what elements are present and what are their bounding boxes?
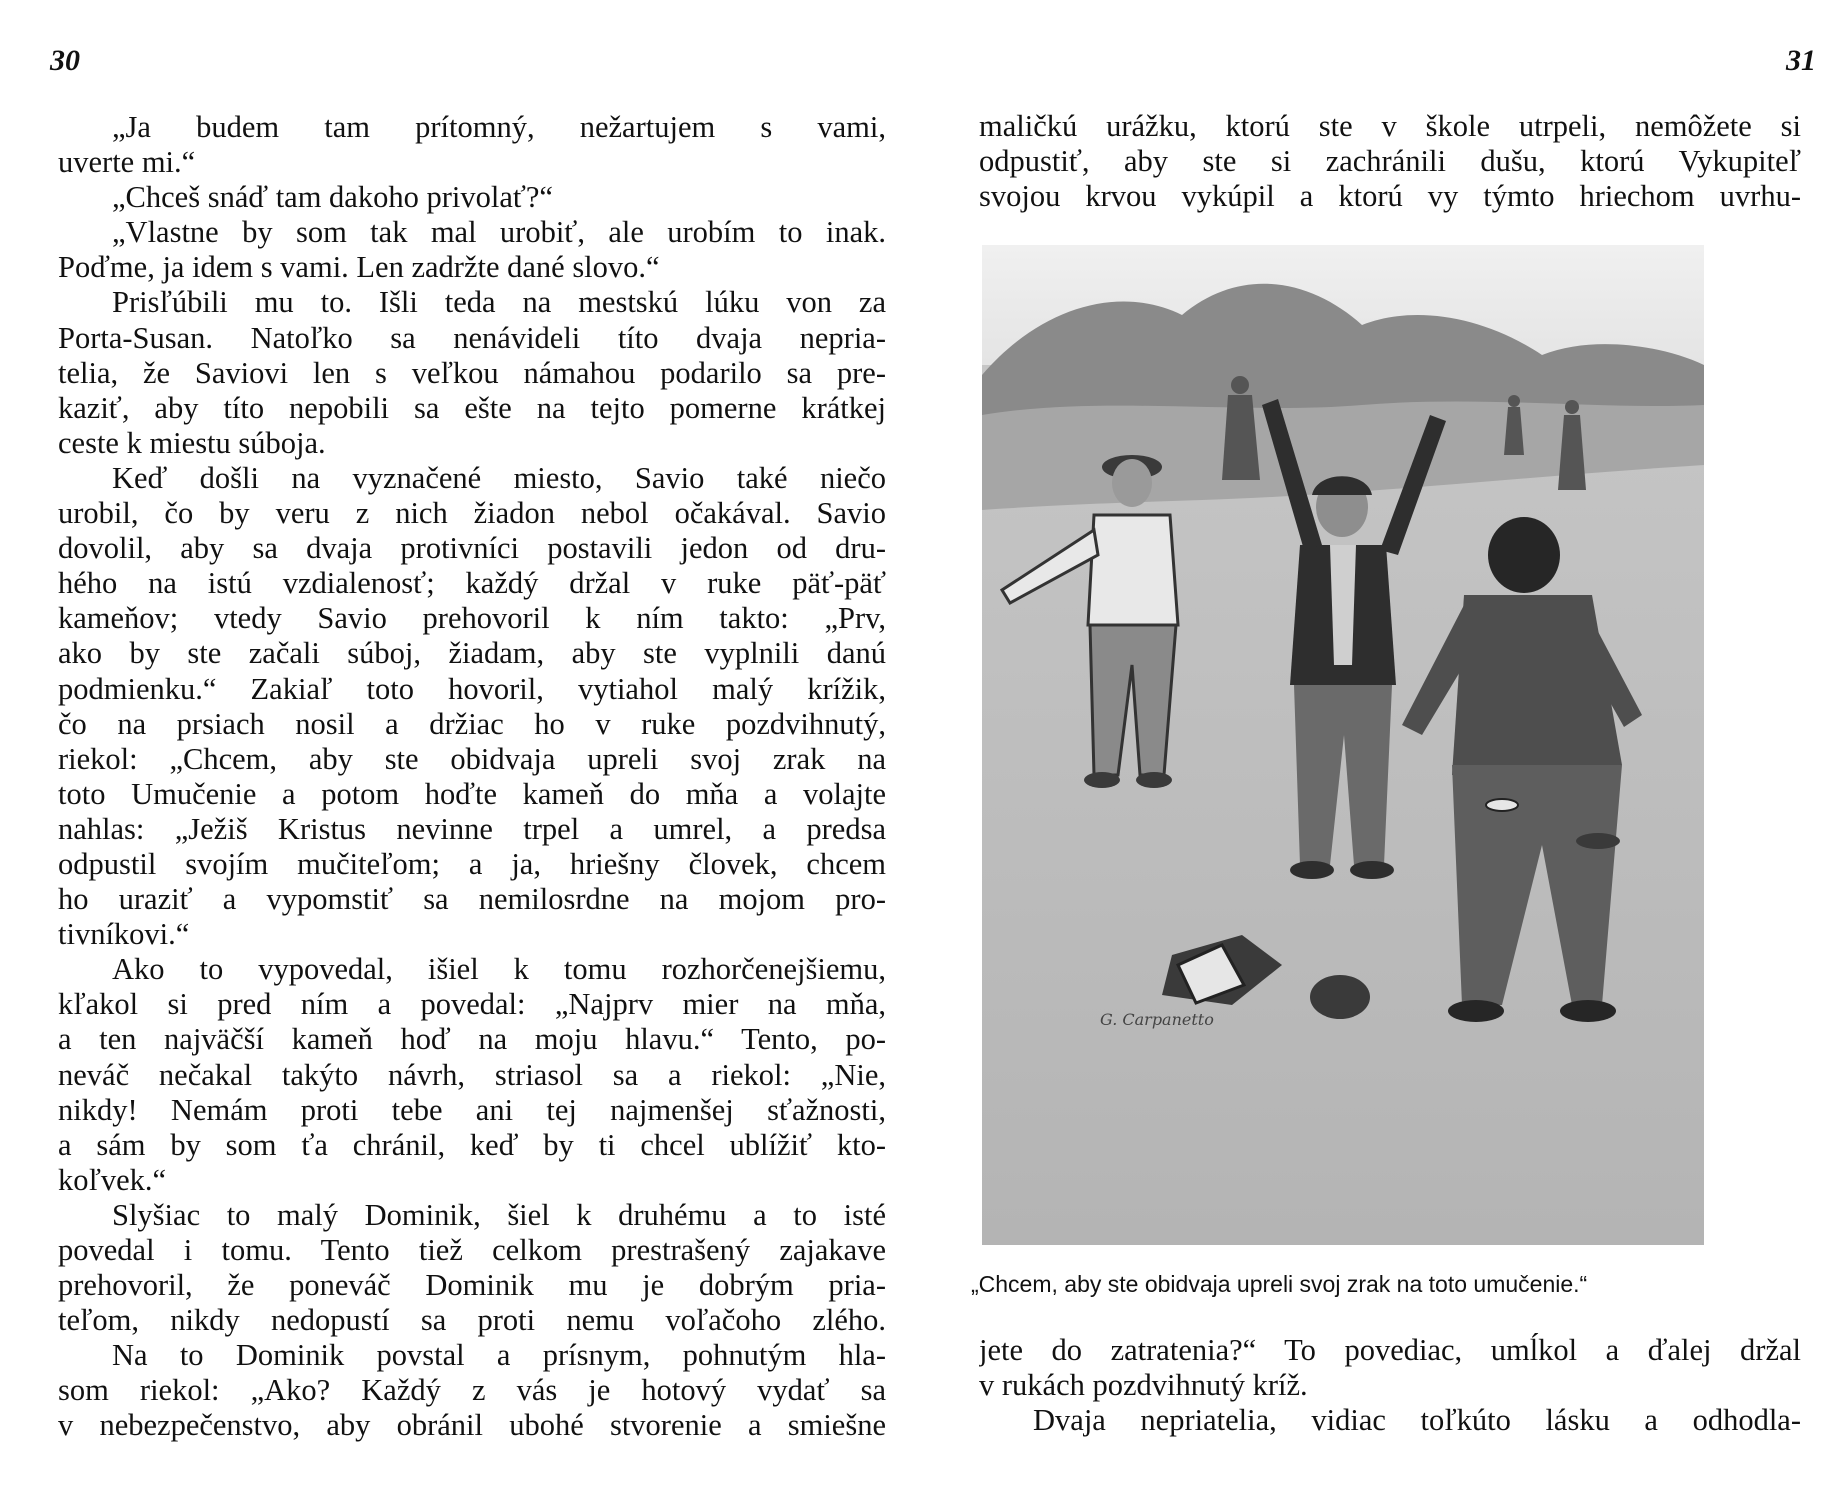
left-text-line: Porta-Susan. Natoľko sa nenávideli títo dvaja nepria-	[58, 320, 886, 355]
left-text-line: a ten najväčší kameň hoď na moju hlavu.“ Tento, po-	[58, 1022, 886, 1057]
right-top-text-line: svojou krvou vykúpil a ktorú vy týmto hriechom uvrhu-	[979, 179, 1801, 214]
left-text-line: prehovoril, že poneváč Dominik mu je dobrým pria-	[58, 1268, 886, 1303]
left-text-line: nahlas: „Ježiš Kristus nevinne trpel a umrel, a predsa	[58, 811, 886, 846]
right-top-text-line: odpustiť, aby ste si zachránili dušu, ktorú Vykupiteľ	[979, 144, 1801, 179]
left-text-line: čo na prsiach nosil a držiac ho v ruke pozdvihnutý,	[58, 706, 886, 741]
page-number-left: 30	[50, 44, 80, 77]
left-text-line: telia, že Saviovi len s veľkou námahou podarilo sa pre-	[58, 355, 886, 390]
left-text-line: odpustil svojím mučiteľom; a ja, hriešny človek, chcem	[58, 846, 886, 881]
illustration-caption: „Chcem, aby ste obidvaja upreli svoj zrak na toto umučenie.“	[971, 1271, 1588, 1297]
right-page	[923, 0, 1846, 1500]
left-text-line: Na to Dominik povstal a prísnym, pohnutým hla-	[112, 1338, 886, 1373]
left-text-line: toto Umučenie a potom hoďte kameň do mňa a volajte	[58, 776, 886, 811]
left-text-line: nikdy! Nemám proti tebe ani tej najmenšej sťažnosti,	[58, 1092, 886, 1127]
left-text-line: riekol: „Chcem, aby ste obidvaja upreli svoj zrak na	[58, 741, 886, 776]
left-text-line: „Vlastne by som tak mal urobiť, ale urobím to inak.	[112, 215, 886, 250]
right-bottom-text-line: v rukách pozdvihnutý kríž.	[979, 1368, 1308, 1403]
left-text-line: kaziť, aby títo nepobili sa ešte na tejto pomerne krátkej	[58, 390, 886, 425]
left-text-line: „Ja budem tam prítomný, nežartujem s vami,	[112, 110, 886, 144]
left-text-line: hého na istú vzdialenosť; každý držal v ruke päť-päť	[58, 566, 886, 601]
left-text-line: som riekol: „Ako? Každý z vás je hotový vydať sa	[58, 1373, 886, 1408]
left-text-line: Slyšiac to malý Dominik, šiel k druhému a to isté	[112, 1197, 886, 1232]
left-text-line: ceste k miestu súboja.	[58, 425, 326, 460]
illustration-signature: G. Carpanetto	[1100, 1010, 1214, 1029]
left-text-line: teľom, nikdy nedopustí sa proti nemu voľačoho zlého.	[58, 1303, 886, 1338]
left-text-line: ho uraziť a vypomstiť sa nemilosrdne na mojom pro-	[58, 882, 886, 917]
right-top-text-line: maličkú urážku, ktorú ste v škole utrpeli, nemôžete si	[979, 109, 1801, 143]
left-text-line: kľakol si pred ním a povedal: „Najprv mier na mňa,	[58, 987, 886, 1022]
left-text-line: neváč nečakal takýto návrh, striasol sa a riekol: „Nie,	[58, 1057, 886, 1092]
left-text-line: podmienku.“ Zakiaľ toto hovoril, vytiahol malý krížik,	[58, 671, 886, 706]
left-text-line: Keď došli na vyznačené miesto, Savio také niečo	[112, 460, 886, 495]
illustration-drawing	[982, 245, 1704, 1245]
left-text-line: dovolil, aby sa dvaja protivníci postavili jedon od dru-	[58, 531, 886, 566]
left-text-line: koľvek.“	[58, 1162, 167, 1197]
left-text-line: Prisľúbili mu to. Išli teda na mestskú lúku von za	[112, 285, 886, 320]
left-text-line: „Chceš snáď tam dakoho privolať?“	[112, 180, 553, 215]
left-page-text	[58, 110, 886, 1444]
left-text-line: a sám by som ťa chránil, keď by ti chcel ublížiť kto-	[58, 1127, 886, 1162]
right-page-top-text	[979, 109, 1801, 214]
left-text-line: Ako to vypovedal, išiel k tomu rozhorčenejšiemu,	[112, 952, 886, 987]
left-text-line: kameňov; vtedy Savio prehovoril k ním takto: „Prv,	[58, 601, 886, 636]
left-text-line: uverte mi.“	[58, 145, 196, 180]
right-page-bottom-text	[979, 1333, 1801, 1438]
left-text-line: v nebezpečenstvo, aby obránil ubohé stvorenie a smiešne	[58, 1408, 886, 1443]
right-bottom-text-line: Dvaja nepriatelia, vidiac toľkúto lásku a odhodla-	[1033, 1403, 1801, 1438]
left-text-line: tivníkovi.“	[58, 917, 190, 952]
left-text-line: povedal i tomu. Tento tiež celkom prestrašený zajakave	[58, 1233, 886, 1267]
left-text-line: ako by ste začali súboj, žiadam, aby ste vyplnili danú	[58, 636, 886, 671]
left-text-line: Poďme, ja idem s vami. Len zadržte dané slovo.“	[58, 250, 660, 285]
right-bottom-text-line: jete do zatratenia?“ To povediac, umĺkol a ďalej držal	[979, 1333, 1801, 1367]
illustration-duel-scene	[982, 245, 1704, 1245]
page-number-right: 31	[1786, 44, 1816, 77]
left-text-line: urobil, čo by veru z nich žiadon nebol očakával. Savio	[58, 496, 886, 531]
